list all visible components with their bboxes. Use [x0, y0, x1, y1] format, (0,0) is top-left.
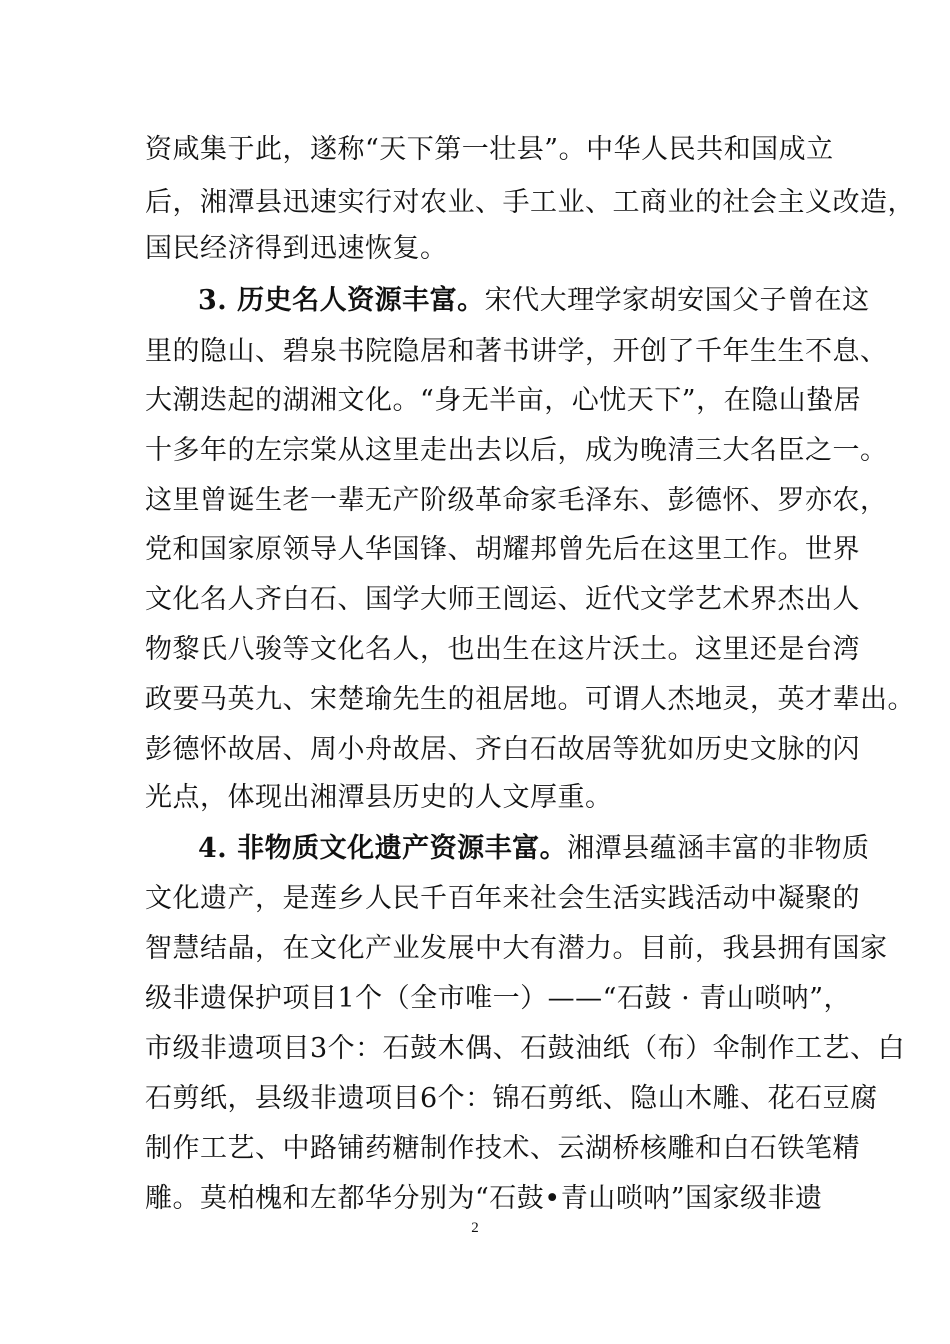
- text-line: 彭德怀故居、周小舟故居、齐白石故居等犹如历史文脉的闪: [145, 734, 860, 765]
- section-heading-4: 4. 非物质文化遗产资源丰富。: [198, 833, 568, 864]
- text-line: 这里曾诞生老一辈无产阶级革命家毛泽东、彭德怀、罗亦农，: [145, 485, 888, 516]
- text-line: 湘潭县蕴涵丰富的非物质: [567, 833, 870, 864]
- text-line: 党和国家原领导人华国锋、胡耀邦曾先后在这里工作。世界: [145, 534, 860, 565]
- text-line: 雕。莫柏槐和左都华分别为“石鼓•青山唢呐”国家级非遗: [145, 1183, 823, 1214]
- section-heading-3: 3. 历史名人资源丰富。: [198, 285, 485, 316]
- text-line: 制作工艺、中路铺药糖制作技术、云湖桥核雕和白石铁笔精: [145, 1133, 860, 1164]
- text-line: 大潮迭起的湖湘文化。“身无半亩，心忧天下”，在隐山蛰居: [145, 385, 862, 416]
- text-line: 政要马英九、宋楚瑜先生的祖居地。可谓人杰地灵，英才辈出。: [145, 684, 915, 715]
- page-number: 2: [471, 1220, 479, 1236]
- text-line: 后，湘潭县迅速实行对农业、手工业、工商业的社会主义改造，: [145, 187, 915, 218]
- text-line: 十多年的左宗棠从这里走出去以后，成为晚清三大名臣之一。: [145, 435, 888, 466]
- text-line: 智慧结晶，在文化产业发展中大有潜力。目前，我县拥有国家: [145, 933, 888, 964]
- paragraph-3-first-line: [198, 281, 870, 321]
- text-line: 级非遗保护项目1个（全市唯一）——“石鼓 · 青山唢呐”，: [145, 983, 852, 1014]
- text-line: 资咸集于此，遂称“天下第一壮县”。中华人民共和国成立: [145, 134, 834, 165]
- text-line: 文化遗产，是莲乡人民千百年来社会生活实践活动中凝聚的: [145, 883, 860, 914]
- text-line: 国民经济得到迅速恢复。: [145, 233, 448, 264]
- paragraph-4-first-line: [198, 829, 870, 869]
- text-line: 石剪纸，县级非遗项目6个：锦石剪纸、隐山木雕、花石豆腐: [145, 1083, 878, 1114]
- text-line: 光点，体现出湘潭县历史的人文厚重。: [145, 782, 613, 813]
- text-line: 市级非遗项目3个：石鼓木偶、石鼓油纸（布）伞制作工艺、白: [145, 1033, 906, 1064]
- text-line: 宋代大理学家胡安国父子曾在这: [484, 285, 870, 316]
- text-line: 里的隐山、碧泉书院隐居和著书讲学，开创了千年生生不息、: [145, 336, 888, 367]
- text-line: 物黎氏八骏等文化名人，也出生在这片沃土。这里还是台湾: [145, 634, 860, 665]
- text-line: 文化名人齐白石、国学大师王闿运、近代文学艺术界杰出人: [145, 584, 860, 615]
